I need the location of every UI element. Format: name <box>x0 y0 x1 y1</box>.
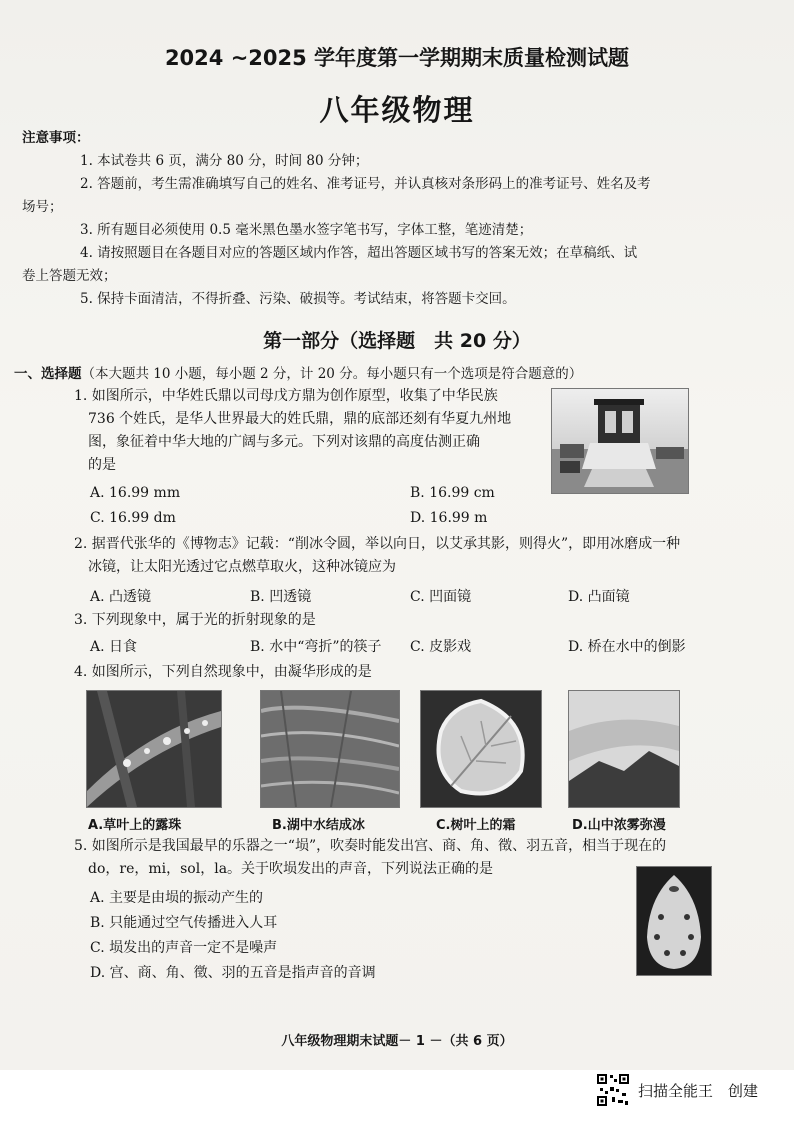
question-2 <box>74 533 680 579</box>
question-1-line-1: 1. 如图所示，中华姓氏鼎以司母戊方鼎为创作原型，收集了中华民族 <box>74 388 498 404</box>
section-label: 一、选择题 <box>14 366 82 382</box>
q1-option-b[interactable]: B. 16.99 cm <box>410 485 495 501</box>
notes-heading: 注意事项： <box>22 130 90 146</box>
q4-caption-d: D.山中浓雾弥漫 <box>572 818 666 833</box>
exam-title: 2024 ~2025 学年度第一学期期末质量检测试题 <box>164 46 630 70</box>
q3-option-b[interactable]: B. 水中“弯折”的筷子 <box>250 639 382 655</box>
q2-option-b[interactable]: B. 凹透镜 <box>250 589 312 605</box>
q5-option-c[interactable]: C. 埙发出的声音一定不是噪声 <box>90 940 278 956</box>
note-item-4-cont: 卷上答题无效； <box>22 268 117 284</box>
section-instructions: （本大题共 10 小题，每小题 2 分，计 20 分。每小题只有一个选项是符合题意的） <box>81 366 583 382</box>
note-item-1: 1. 本试卷共 6 页，满分 80 分，时间 80 分钟； <box>80 153 369 169</box>
q1-option-d[interactable]: D. 16.99 m <box>410 510 488 526</box>
exam-subject: 八年级物理 <box>319 93 475 127</box>
q2-option-d[interactable]: D. 凸面镜 <box>568 589 630 605</box>
q4-caption-c: C.树叶上的霜 <box>436 818 516 833</box>
frost-on-leaf-photo[interactable] <box>420 690 542 808</box>
question-5-line-2: do，re，mi，sol，la。关于吹埙发出的声音，下列说法正确的是 <box>88 861 494 877</box>
page-footer: 八年级物理期末试题－ 1 －（共 6 页） <box>281 1034 513 1049</box>
qr-code-icon <box>596 1073 630 1107</box>
q1-option-a[interactable]: A. 16.99 mm <box>90 485 181 501</box>
question-4 <box>74 661 372 684</box>
note-item-4: 4. 请按照题目在各题目对应的答题区域内作答，超出答题区域书写的答案无效；在草稿纸、试 <box>80 245 638 261</box>
question-1 <box>74 385 511 477</box>
question-5-line-1: 5. 如图所示是我国最早的乐器之一“埙”，吹奏时能发出宫、商、角、徵、羽五音，相当于现在的 <box>74 838 667 854</box>
surname-ding-photo <box>551 388 689 494</box>
note-item-5: 5. 保持卡面清洁，不得折叠、污染、破损等。考试结束，将答题卡交回。 <box>80 291 516 307</box>
q5-option-b[interactable]: B. 只能通过空气传播进入人耳 <box>90 915 278 931</box>
q3-option-a[interactable]: A. 日食 <box>90 639 138 655</box>
note-item-3: 3. 所有题目必须使用 0.5 毫米黑色墨水签字笔书写，字体工整，笔迹清楚； <box>80 222 533 238</box>
note-item-2: 2. 答题前，考生需准确填写自己的姓名、准考证号，并认真核对条形码上的准考证号、姓名及考 <box>80 176 651 192</box>
question-2-line-2: 冰镜，让太阳光透过它点燃草取火，这种冰镜应为 <box>88 559 396 575</box>
xun-instrument-photo <box>636 866 712 976</box>
q2-option-c[interactable]: C. 凹面镜 <box>410 589 472 605</box>
question-5 <box>74 835 666 881</box>
section-intro <box>14 362 582 382</box>
q4-caption-a: A.草叶上的露珠 <box>88 818 182 833</box>
q5-option-d[interactable]: D. 宫、商、角、徵、羽的五音是指声音的音调 <box>90 965 376 981</box>
question-3 <box>74 609 316 632</box>
q5-option-a[interactable]: A. 主要是由埙的振动产生的 <box>90 890 264 906</box>
q1-option-c[interactable]: C. 16.99 dm <box>90 510 176 526</box>
question-3-line-1: 3. 下列现象中，属于光的折射现象的是 <box>74 612 316 628</box>
question-2-line-1: 2. 据晋代张华的《博物志》记载：“削冰令圆，举以向日，以艾承其影，则得火”，即用冰磨成一种 <box>74 536 681 552</box>
q3-option-c[interactable]: C. 皮影戏 <box>410 639 472 655</box>
dew-on-grass-photo[interactable] <box>86 690 222 808</box>
q2-option-a[interactable]: A. 凸透镜 <box>90 589 152 605</box>
note-item-2-cont: 场号； <box>22 199 63 215</box>
question-1-line-2: 736 个姓氏，是华人世界最大的姓氏鼎，鼎的底部还刻有华夏九州地 <box>88 411 512 427</box>
part-one-title: 第一部分（选择题 共 20 分） <box>263 330 531 352</box>
frozen-lake-photo[interactable] <box>260 690 400 808</box>
mountain-fog-photo[interactable] <box>568 690 680 808</box>
question-4-line-1: 4. 如图所示，下列自然现象中，由凝华形成的是 <box>74 664 372 680</box>
question-1-line-4: 的是 <box>88 457 116 473</box>
question-1-line-3: 图，象征着中华大地的广阔与多元。下列对该鼎的高度估测正确 <box>88 434 480 450</box>
scanner-label: 扫描全能王 创建 <box>638 1081 759 1100</box>
scanner-watermark <box>596 1073 758 1107</box>
q4-caption-b: B.湖中水结成冰 <box>272 818 365 833</box>
notes-section <box>22 127 692 311</box>
q3-option-d[interactable]: D. 桥在水中的倒影 <box>568 639 686 655</box>
